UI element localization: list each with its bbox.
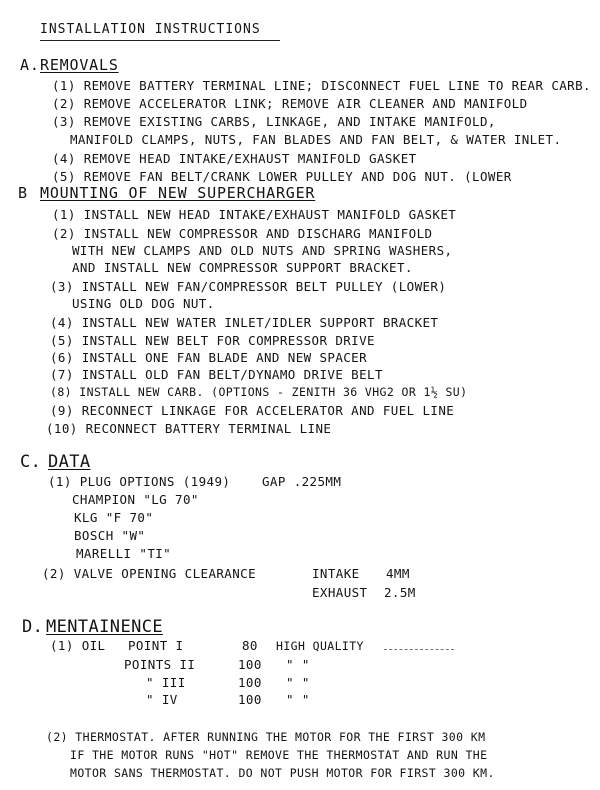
plug-option-marelli: MARELLI "TI" [76, 546, 172, 561]
mounting-item-2-cont-a: WITH NEW CLAMPS AND OLD NUTS AND SPRING WASHERS, [72, 243, 453, 258]
oil-value-2: 100 [238, 657, 262, 672]
oil-quality-4: " " [286, 692, 310, 707]
thermostat-line-1: (2) THERMOSTAT. AFTER RUNNING THE MOTOR FOR THE FIRST 300 KM [46, 730, 486, 744]
oil-value-4: 100 [238, 692, 262, 707]
mounting-item-8: (8) INSTALL NEW CARB. (OPTIONS - ZENITH 36 VHG2 OR 1½ SU) [50, 385, 468, 399]
oil-point-1: POINT I [128, 638, 184, 653]
oil-point-4: " IV [146, 692, 178, 707]
mounting-item-10: (10) RECONNECT BATTERY TERMINAL LINE [46, 421, 332, 436]
exhaust-value: 2.5M [384, 585, 416, 600]
oil-quality-3: " " [286, 675, 310, 690]
removal-item-1: (1) REMOVE BATTERY TERMINAL LINE; DISCONNECT FUEL LINE TO REAR CARB. [52, 78, 591, 93]
oil-quality-2: " " [286, 657, 310, 672]
mounting-item-3-cont: USING OLD DOG NUT. [72, 296, 215, 311]
exhaust-label: EXHAUST [312, 585, 368, 600]
section-c-heading: DATA [48, 452, 91, 472]
oil-point-3: " III [146, 675, 186, 690]
mounting-item-9: (9) RECONNECT LINKAGE FOR ACCELERATOR AND FUEL LINE [50, 403, 455, 418]
oil-quality-1: HIGH QUALITY [276, 639, 364, 653]
mounting-item-1: (1) INSTALL NEW HEAD INTAKE/EXHAUST MANIFOLD GASKET [52, 207, 457, 222]
section-d-letter: D. [22, 617, 44, 637]
plug-option-klg: KLG "F 70" [74, 510, 154, 525]
section-a-heading: REMOVALS [40, 56, 119, 74]
oil-point-2: POINTS II [124, 657, 196, 672]
plug-options-label: (1) PLUG OPTIONS (1949) [48, 474, 231, 489]
section-d-heading: MENTAINENCE [46, 617, 163, 637]
removal-item-4: (4) REMOVE HEAD INTAKE/EXHAUST MANIFOLD GASKET [52, 151, 417, 166]
oil-label: (1) OIL [50, 638, 106, 653]
mounting-item-2: (2) INSTALL NEW COMPRESSOR AND DISCHARG MANIFOLD [52, 226, 433, 241]
oil-value-1: 80 [242, 638, 258, 653]
mounting-item-5: (5) INSTALL NEW BELT FOR COMPRESSOR DRIVE [50, 333, 375, 348]
section-b-heading: MOUNTING OF NEW SUPERCHARGER [40, 184, 316, 202]
removal-item-3-cont: MANIFOLD CLAMPS, NUTS, FAN BLADES AND FAN BELT, & WATER INLET. [70, 132, 562, 147]
oil-quality-blank [384, 649, 454, 650]
removal-item-2: (2) REMOVE ACCELERATOR LINK; REMOVE AIR CLEANER AND MANIFOLD [52, 96, 528, 111]
mounting-item-6: (6) INSTALL ONE FAN BLADE AND NEW SPACER [50, 350, 368, 365]
intake-value: 4MM [386, 566, 410, 581]
removal-item-3: (3) REMOVE EXISTING CARBS, LINKAGE, AND INTAKE MANIFOLD, [52, 114, 496, 129]
page-title: INSTALLATION INSTRUCTIONS [40, 22, 261, 37]
mounting-item-4: (4) INSTALL NEW WATER INLET/IDLER SUPPORT BRACKET [50, 315, 439, 330]
oil-value-3: 100 [238, 675, 262, 690]
plug-option-bosch: BOSCH "W" [74, 528, 146, 543]
section-b-letter: B [18, 184, 28, 202]
title-underline [40, 40, 280, 41]
section-a-letter: A. [20, 56, 40, 74]
plug-option-champion: CHAMPION "LG 70" [72, 492, 199, 507]
thermostat-line-2: IF THE MOTOR RUNS "HOT" REMOVE THE THERMOSTAT AND RUN THE [70, 748, 488, 762]
removal-item-5: (5) REMOVE FAN BELT/CRANK LOWER PULLEY AND DOG NUT. (LOWER [52, 169, 512, 184]
thermostat-line-3: MOTOR SANS THERMOSTAT. DO NOT PUSH MOTOR FOR FIRST 300 KM. [70, 766, 495, 780]
mounting-item-7: (7) INSTALL OLD FAN BELT/DYNAMO DRIVE BELT [50, 367, 383, 382]
mounting-item-2-cont-b: AND INSTALL NEW COMPRESSOR SUPPORT BRACKET. [72, 260, 413, 275]
mounting-item-3: (3) INSTALL NEW FAN/COMPRESSOR BELT PULLEY (LOWER) [50, 279, 447, 294]
valve-clearance-label: (2) VALVE OPENING CLEARANCE [42, 566, 256, 581]
section-c-letter: C. [20, 452, 42, 472]
plug-gap: GAP .225MM [262, 474, 342, 489]
intake-label: INTAKE [312, 566, 360, 581]
